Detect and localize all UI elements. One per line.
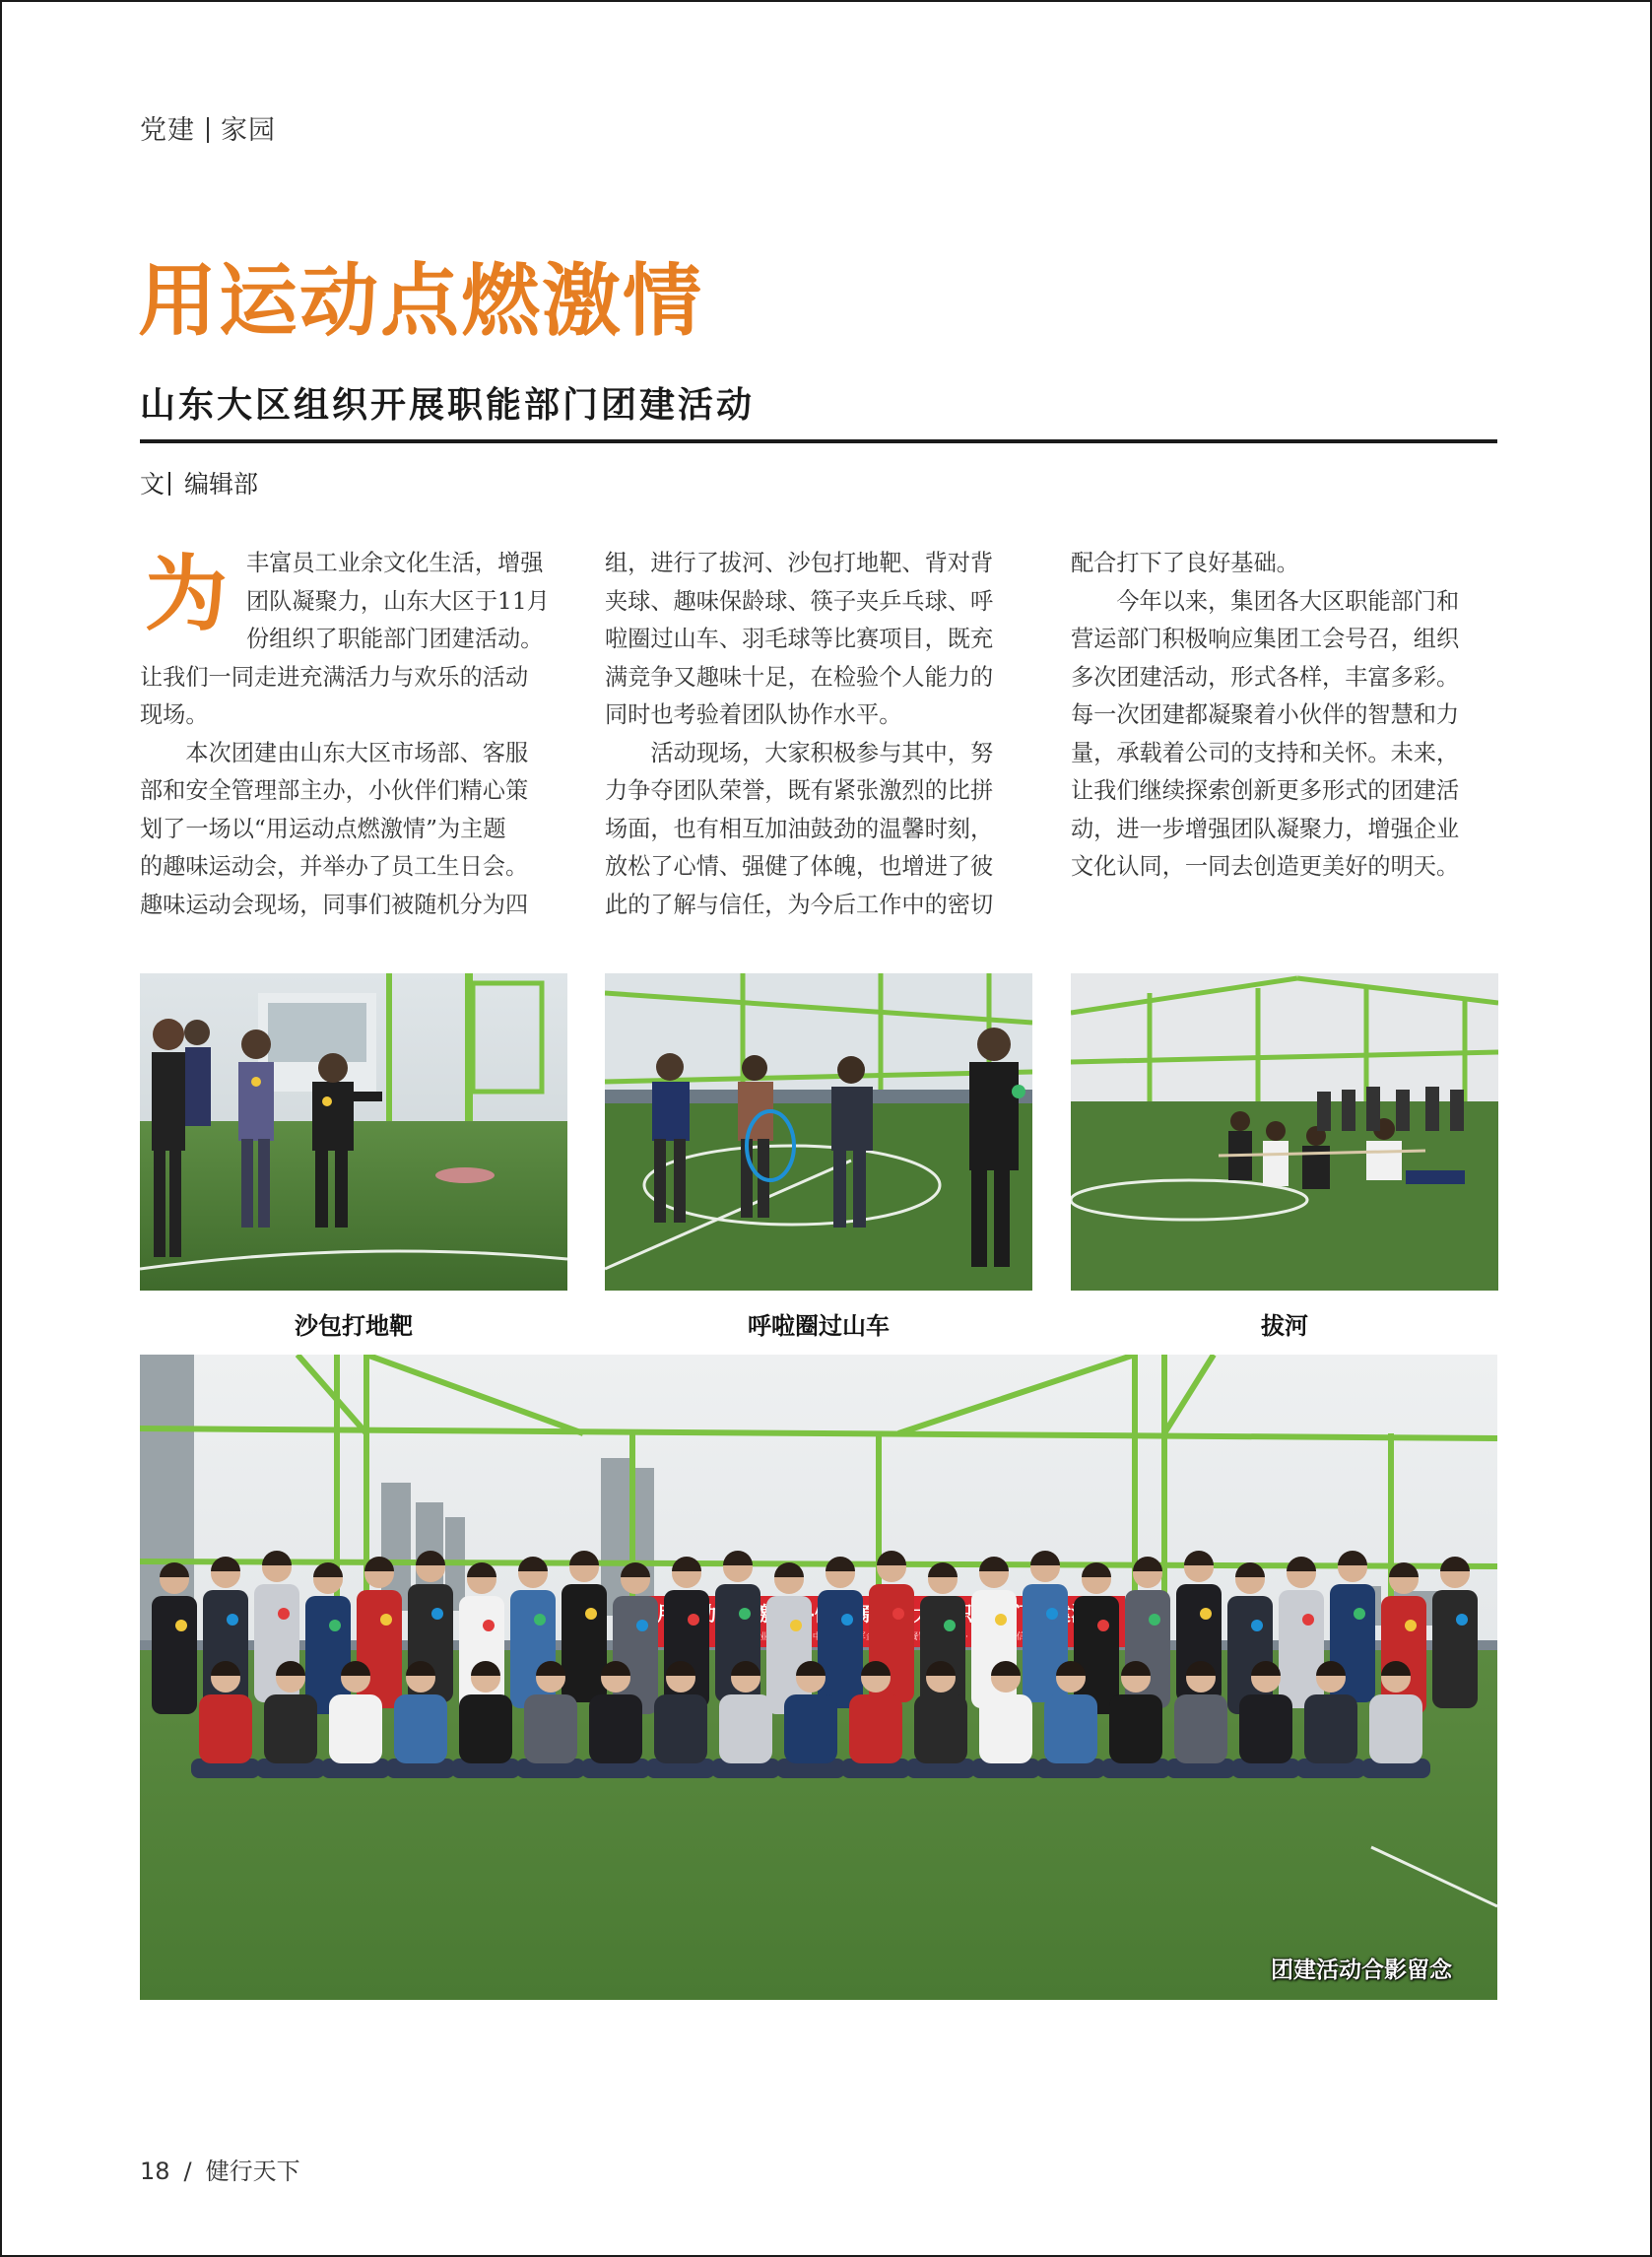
section-tag-home: 家园	[221, 115, 276, 146]
banner-subtext: ·	[965, 1632, 969, 1642]
article-line: 让我们继续探索创新更多形式的团建活	[1071, 777, 1460, 804]
article-line: 多次团建活动，形式各样，丰富多彩。	[1071, 663, 1460, 691]
title-divider	[140, 439, 1497, 443]
caption-tug-of-war: 拔河	[1261, 1312, 1308, 1340]
article-line: 部和安全管理部主办，小伙伴们精心策	[140, 777, 529, 804]
caption-sandbag-target: 沙包打地靶	[295, 1312, 413, 1340]
photo-hula-hoop	[605, 973, 1032, 1291]
article-column-1	[140, 545, 568, 924]
article-line: 让我们一同走进充满活力与欢乐的活动	[140, 663, 529, 691]
article-title: 用运动点燃激情	[138, 254, 703, 347]
article-line: 营运部门积极响应集团工会号召，组织	[1071, 626, 1460, 652]
article-line: 动，进一步增强团队凝聚力，增强企业	[1071, 815, 1460, 842]
tug-of-war-photo-illustration	[1071, 973, 1498, 1291]
footer-slash: /	[183, 2157, 192, 2185]
group-photo-illustration	[140, 1355, 1497, 2000]
hula-hoop-photo-illustration	[605, 973, 1032, 1291]
magazine-name: 健行天下	[205, 2157, 300, 2185]
drop-cap: 为	[144, 545, 228, 642]
article-line: 每一次团建都凝聚着小伙伴的智慧和力	[1071, 701, 1460, 728]
article-line: 现场。	[140, 701, 209, 728]
section-tag	[140, 108, 276, 147]
article-line: 团队凝聚力，山东大区于11月	[246, 587, 550, 615]
page-footer	[140, 2152, 300, 2186]
article-line: 场面，也有相互加油鼓劲的温馨时刻，	[605, 815, 994, 842]
article-line: 活动现场，大家积极参与其中，努	[605, 739, 994, 766]
byline	[140, 465, 258, 500]
section-separator	[207, 117, 209, 143]
column-2-lines	[605, 545, 1033, 924]
page-number: 18	[140, 2157, 170, 2185]
article-line: 力争夺团队荣誉，既有紧张激烈的比拼	[605, 777, 994, 804]
byline-author: 编辑部	[184, 470, 259, 498]
article-line: 本次团建由山东大区市场部、客服	[140, 739, 529, 766]
article-line: 文化认同，一同去创造更美好的明天。	[1071, 853, 1460, 880]
article-subtitle: 山东大区组织开展职能部门团建活动	[140, 385, 756, 426]
article-line: 此的了解与信任，为今后工作中的密切	[605, 891, 994, 918]
article-line: 组，进行了拔河、沙包打地靶、背对背	[605, 550, 994, 576]
photo-sandbag-target	[140, 973, 567, 1291]
article-column-3	[1071, 545, 1499, 887]
article-line: 份组织了职能部门团建活动。	[246, 626, 544, 652]
caption-hula-hoop: 呼啦圈过山车	[748, 1312, 890, 1340]
photo-tug-of-war	[1071, 973, 1498, 1291]
article-line: 放松了心情、强健了体魄，也增进了彼	[605, 853, 994, 880]
byline-label: 文	[140, 470, 165, 498]
article-line: 划了一场以“用运动点燃激情”为主题	[140, 815, 506, 842]
article-line: 丰富员工业余文化生活，增强	[246, 550, 544, 576]
article-column-2	[605, 545, 1033, 924]
article-line: 今年以来，集团各大区职能部门和	[1071, 587, 1460, 615]
article-line: 满竞争又趣味十足，在检验个人能力的	[605, 663, 994, 691]
photo-group	[140, 1355, 1497, 2000]
article-line: 趣味运动会现场，同事们被随机分为四	[140, 891, 529, 918]
column-3-lines	[1071, 545, 1499, 887]
article-line: 配合打下了良好基础。	[1071, 550, 1299, 576]
byline-separator	[168, 472, 170, 496]
article-line: 的趣味运动会，并举办了员工生日会。	[140, 853, 529, 880]
sandbag-photo-illustration	[140, 973, 567, 1291]
caption-group-photo: 团建活动合影留念	[1271, 1958, 1452, 1983]
article-line: 同时也考验着团队协作水平。	[605, 701, 902, 728]
article-line: 量，承载着公司的支持和关怀。未来，	[1071, 739, 1460, 766]
article-line: 夹球、趣味保龄球、筷子夹乒乓球、呼	[605, 587, 994, 615]
article-line: 啦圈过山车、羽毛球等比赛项目，既充	[605, 626, 994, 652]
section-tag-party: 党建	[140, 115, 195, 146]
